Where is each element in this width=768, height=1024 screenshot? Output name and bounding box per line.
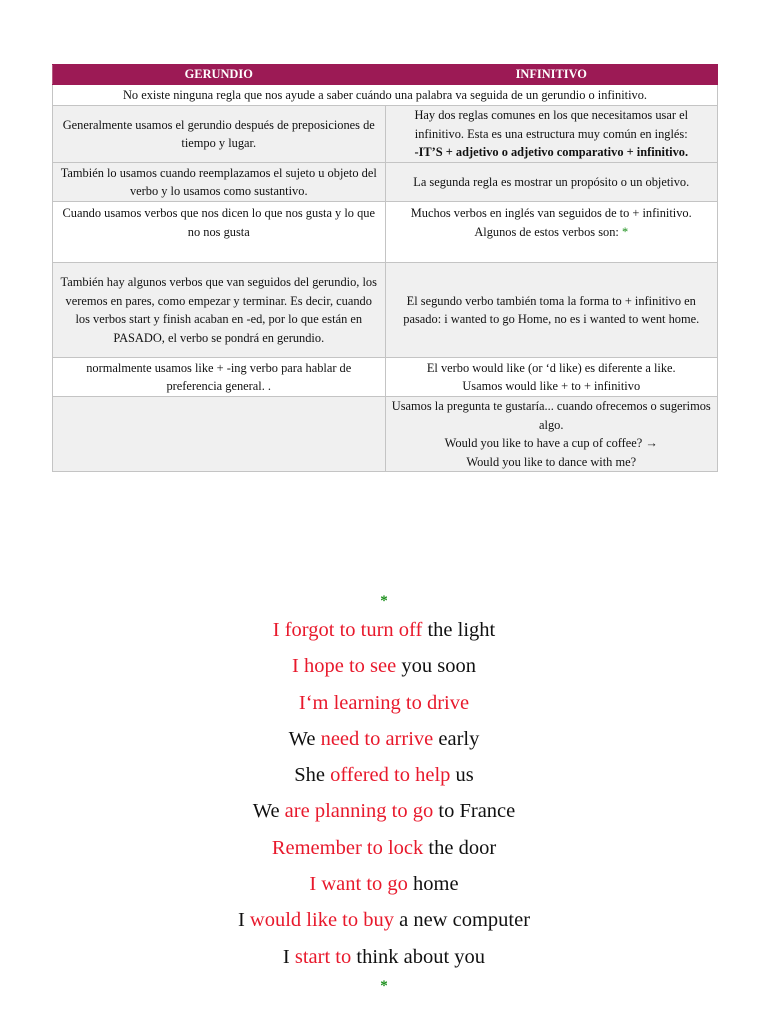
infinitivo-line: Algunos de estos verbos son: [474, 224, 619, 239]
sentence-plain-text: I [282, 945, 295, 968]
infinitivo-cell: El segundo verbo también toma la forma to + infinitivo en pasado: i wanted to go Home, no es i wanted to went home. [385, 263, 718, 358]
infinitivo-cell [385, 202, 718, 263]
example-sentence [0, 793, 768, 829]
infinitivo-line: Would you like to have a cup of coffee? → [444, 436, 658, 450]
sentence-highlight: offered to help [330, 764, 451, 787]
infinitivo-line: Usamos would like + to + infinitivo [462, 379, 641, 393]
gerundio-cell [53, 397, 386, 472]
sentence-plain-text: She [294, 764, 331, 787]
table-row-intro [53, 85, 718, 106]
table-row [53, 263, 718, 358]
sentence-plain-text: to France [433, 800, 516, 823]
example-sentence [0, 685, 768, 721]
example-sentence [0, 612, 768, 648]
table-row [53, 397, 718, 472]
sentence-plain-text: early [433, 727, 480, 750]
sentence-highlight: Remember to lock [271, 836, 424, 859]
sentence-plain-text: a new computer [393, 909, 531, 932]
sentence-plain-text: We [252, 800, 285, 823]
sentence-plain-text: home [407, 873, 459, 896]
infinitivo-cell: La segunda regla es mostrar un propósito o un objetivo. [385, 163, 718, 202]
sentence-highlight: are planning to go [284, 800, 434, 823]
asterisk-marker: * [621, 224, 629, 239]
gerundio-cell: Generalmente usamos el gerundio después de preposiciones de tiempo y lugar. [53, 106, 386, 163]
example-sentence [0, 721, 768, 757]
table-row [53, 358, 718, 397]
gerund-infinitive-table [52, 64, 718, 472]
header-infinitivo: INFINITIVO [385, 65, 718, 85]
sentence-plain-text: I [237, 909, 250, 932]
sentence-highlight: I want to go [309, 873, 408, 896]
infinitivo-line: El verbo would like (or ‘d like) es diferente a like. [426, 360, 676, 375]
gerundio-cell: Cuando usamos verbos que nos dicen lo que nos gusta y lo que no nos gusta [53, 202, 386, 263]
gerundio-cell: También hay algunos verbos que van seguidos del gerundio, los veremos en pares, como empezar y terminar. Es decir, cuando los verbos start y finish acaban en -ed, por lo que están en PASADO, el verbo se pondrá en gerundio. [53, 263, 386, 358]
sentence-highlight: I forgot to turn off [272, 619, 423, 641]
asterisk-marker: * [380, 977, 388, 994]
gerundio-cell: También lo usamos cuando reemplazamos el sujeto u objeto del verbo y lo usamos como sustantivo. [53, 163, 386, 202]
gerundio-cell: normalmente usamos like + -ing verbo para hablar de preferencia general. . [53, 358, 386, 397]
sentence-highlight: I‘m learning to drive [298, 691, 470, 714]
table-row [53, 202, 718, 263]
example-sentence [0, 866, 768, 902]
infinitivo-line: Would you like to dance with me? [466, 454, 637, 469]
intro-cell: No existe ninguna regla que nos ayude a saber cuándo una palabra va seguida de un gerundio o infinitivo. [53, 85, 718, 106]
infinitivo-text: Hay dos reglas comunes en los que necesitamos usar el infinitivo. Esta es una estructura muy común en inglés: [414, 108, 689, 141]
infinitivo-line: Muchos verbos en inglés van seguidos de to + infinitivo. [410, 206, 692, 220]
asterisk-marker: * [380, 593, 388, 609]
header-gerundio: GERUNDIO [53, 65, 386, 85]
infinitivo-cell [385, 106, 718, 163]
example-sentences [0, 590, 768, 997]
table-row [53, 163, 718, 202]
sentence-plain-text: We [288, 727, 321, 750]
sentence-highlight: start to [294, 945, 352, 968]
infinitivo-line: Usamos la pregunta te gustaría... cuando ofrecemos o sugerimos algo. [391, 399, 711, 432]
infinitivo-cell [385, 397, 718, 472]
sentence-plain-text: think about you [351, 945, 486, 968]
sentence-plain-text: you soon [396, 655, 476, 678]
example-sentence [0, 830, 768, 866]
example-sentence [0, 902, 768, 938]
sentence-list [0, 612, 768, 975]
sentence-highlight: would like to buy [249, 909, 394, 932]
sentence-plain-text: the door [423, 836, 497, 859]
example-sentence [0, 757, 768, 793]
sentence-highlight: I hope to see [292, 655, 397, 678]
sentence-plain-text: us [450, 764, 474, 787]
infinitivo-cell [385, 358, 718, 397]
table-header-row [53, 65, 718, 85]
infinitivo-rule: -IT’S + adjetivo o adjetivo comparativo + infinitivo. [414, 145, 689, 160]
example-sentence [0, 939, 768, 975]
sentence-plain-text: the light [422, 619, 496, 641]
table-row [53, 106, 718, 163]
example-sentence [0, 648, 768, 684]
sentence-highlight: need to arrive [320, 727, 434, 750]
